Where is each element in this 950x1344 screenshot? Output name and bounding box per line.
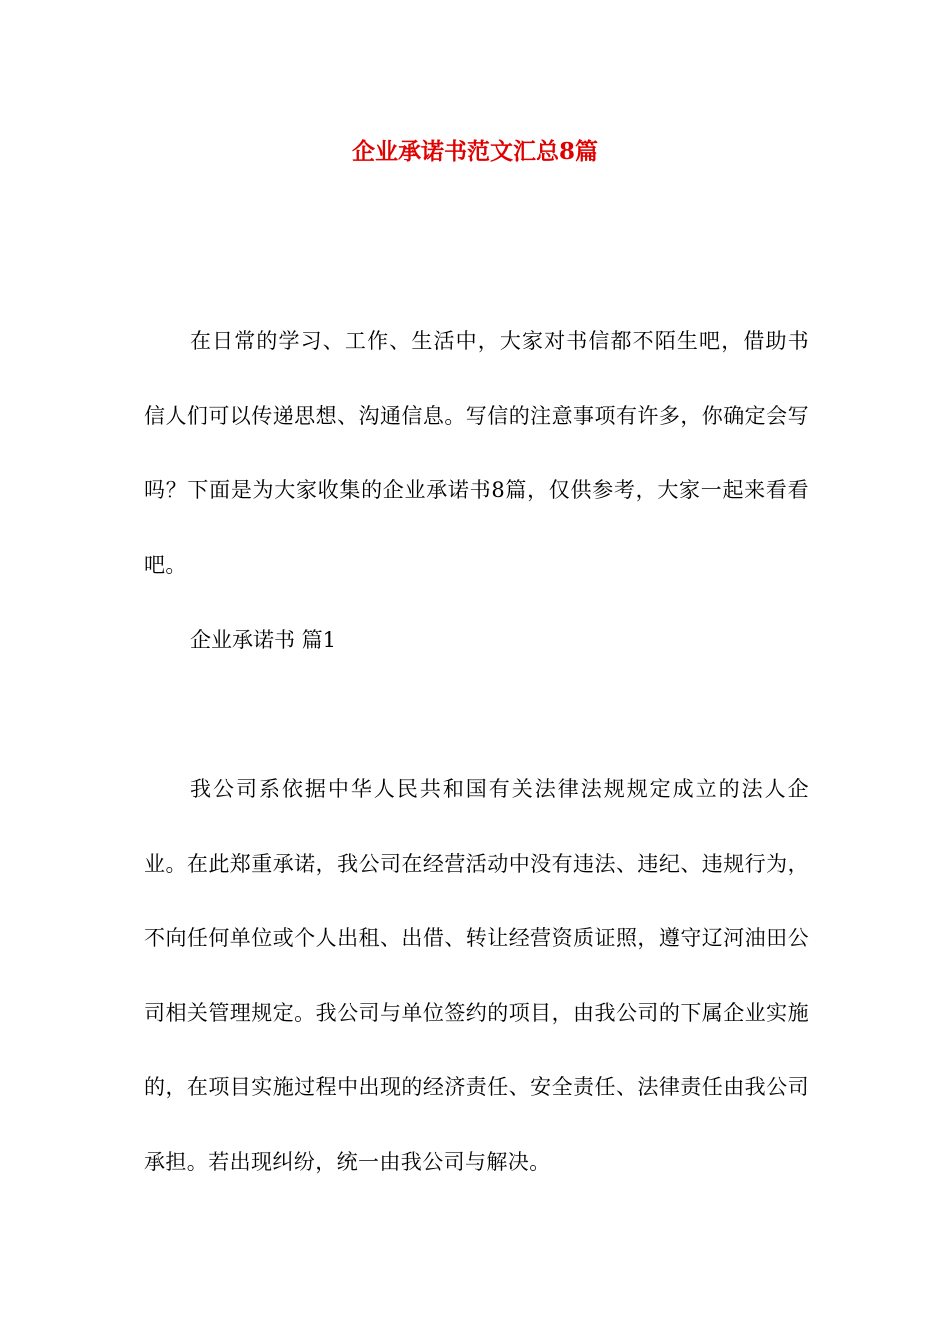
intro-paragraph: 在日常的学习、工作、生活中，大家对书信都不陌生吧，借助书信人们可以传递思想、沟通信息。写信的注意事项有许多，你确定会写吗？下面是为大家收集的企业承诺书8篇，仅供参考，大家一起来看看吧。: [144, 329, 809, 577]
document-title: 企业承诺书范文汇总8篇: [351, 138, 598, 165]
section-1-body: 我公司系依据中华人民共和国有关法律法规规定成立的法人企业。在此郑重承诺，我公司在经营活动中没有违法、违纪、违规行为，不向任何单位或个人出租、出借、转让经营资质证照，遵守辽河油田公司相关管理规定。我公司与单位签约的项目，由我公司的下属企业实施的，在项目实施过程中出现的经济责任、安全责任、法律责任由我公司承担。若出现纠纷，统一由我公司与解决。: [144, 777, 809, 1174]
section-1-heading: 企业承诺书 篇1: [190, 628, 337, 652]
